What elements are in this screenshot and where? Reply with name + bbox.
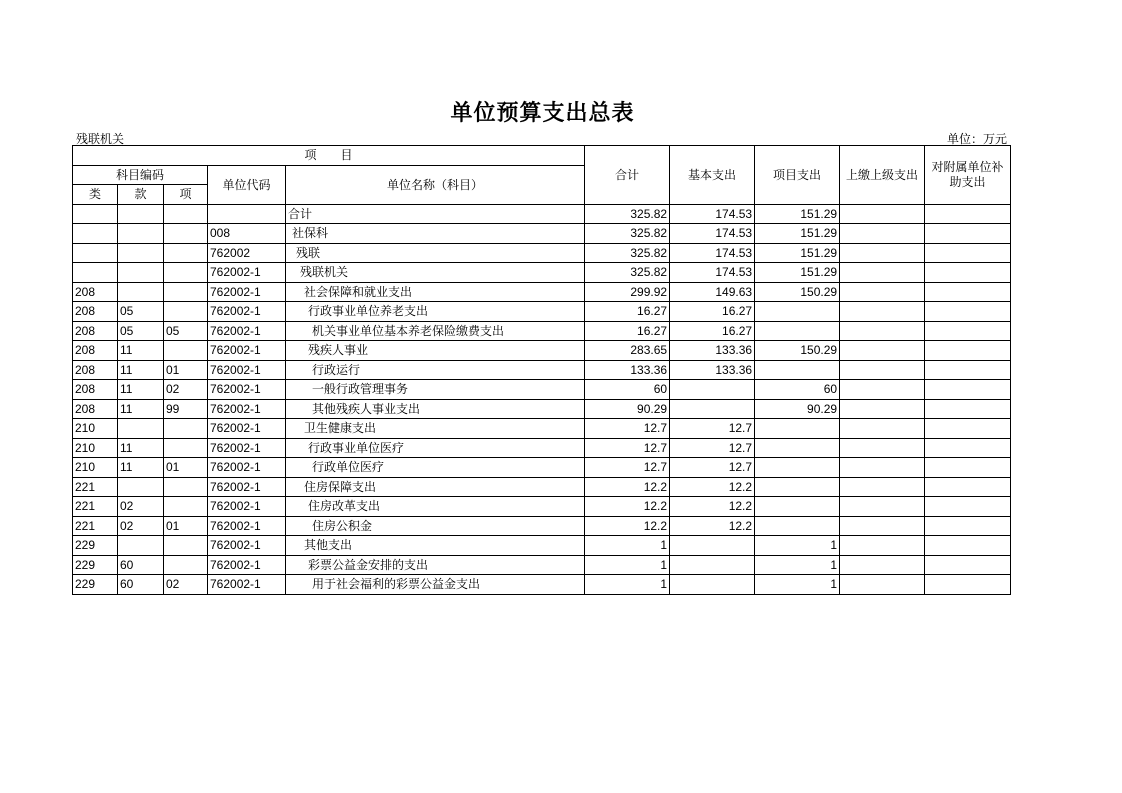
- cell-project: 90.29: [755, 399, 840, 419]
- table-body: [73, 204, 1011, 594]
- cell-basic: [670, 555, 755, 575]
- cell-upper: [840, 302, 925, 322]
- cell-unit-code: 762002-1: [208, 497, 286, 517]
- cell-upper: [840, 204, 925, 224]
- cell-kuan: 02: [118, 516, 164, 536]
- cell-basic: [670, 536, 755, 556]
- table-row: [73, 438, 1011, 458]
- cell-kuan: [118, 536, 164, 556]
- cell-unit-code: 762002-1: [208, 282, 286, 302]
- cell-project: [755, 438, 840, 458]
- cell-unit-name: 合计: [286, 204, 585, 224]
- header-upper: 上缴上级支出: [840, 146, 925, 205]
- table-row: [73, 321, 1011, 341]
- cell-total: 60: [585, 380, 670, 400]
- cell-project: [755, 497, 840, 517]
- cell-lei: 229: [73, 536, 118, 556]
- cell-xiang: 01: [164, 458, 208, 478]
- cell-unit-name: 行政事业单位养老支出: [286, 302, 585, 322]
- cell-project: [755, 321, 840, 341]
- cell-xiang: [164, 555, 208, 575]
- cell-basic: 133.36: [670, 341, 755, 361]
- cell-unit-name: 行政运行: [286, 360, 585, 380]
- table-row: [73, 477, 1011, 497]
- cell-basic: 174.53: [670, 204, 755, 224]
- header-kuan: 款: [118, 185, 164, 205]
- cell-upper: [840, 536, 925, 556]
- header-unit-code: 单位代码: [208, 165, 286, 204]
- cell-unit-name: 行政事业单位医疗: [286, 438, 585, 458]
- cell-basic: 12.7: [670, 458, 755, 478]
- cell-total: 325.82: [585, 204, 670, 224]
- cell-basic: 16.27: [670, 321, 755, 341]
- cell-upper: [840, 243, 925, 263]
- cell-unit-name: 行政单位医疗: [286, 458, 585, 478]
- cell-project: 1: [755, 536, 840, 556]
- cell-unit-name: 一般行政管理事务: [286, 380, 585, 400]
- table-row: [73, 555, 1011, 575]
- cell-kuan: 11: [118, 438, 164, 458]
- cell-unit-code: 762002-1: [208, 419, 286, 439]
- cell-basic: 12.2: [670, 477, 755, 497]
- cell-project: 151.29: [755, 224, 840, 244]
- cell-xiang: [164, 497, 208, 517]
- cell-project: [755, 302, 840, 322]
- cell-upper: [840, 341, 925, 361]
- cell-unit-code: 762002-1: [208, 360, 286, 380]
- cell-subsidy: [925, 321, 1011, 341]
- table-row: [73, 458, 1011, 478]
- table-row: [73, 263, 1011, 283]
- cell-upper: [840, 263, 925, 283]
- header-lei: 类: [73, 185, 118, 205]
- cell-total: 16.27: [585, 321, 670, 341]
- cell-kuan: [118, 263, 164, 283]
- cell-project: 151.29: [755, 263, 840, 283]
- cell-total: 1: [585, 575, 670, 595]
- cell-xiang: 01: [164, 360, 208, 380]
- table-row: [73, 380, 1011, 400]
- cell-basic: [670, 575, 755, 595]
- cell-lei: [73, 243, 118, 263]
- table-row: [73, 224, 1011, 244]
- cell-basic: [670, 399, 755, 419]
- cell-total: 325.82: [585, 263, 670, 283]
- cell-project: [755, 516, 840, 536]
- organization-name: 残联机关: [76, 132, 125, 146]
- cell-project: 151.29: [755, 243, 840, 263]
- cell-total: 12.7: [585, 419, 670, 439]
- cell-unit-code: 762002-1: [208, 302, 286, 322]
- table-row: [73, 575, 1011, 595]
- cell-unit-name: 用于社会福利的彩票公益金支出: [286, 575, 585, 595]
- cell-xiang: 05: [164, 321, 208, 341]
- cell-basic: 174.53: [670, 243, 755, 263]
- cell-basic: 12.7: [670, 419, 755, 439]
- cell-lei: [73, 224, 118, 244]
- cell-project: 1: [755, 555, 840, 575]
- cell-subsidy: [925, 263, 1011, 283]
- cell-unit-name: 机关事业单位基本养老保险缴费支出: [286, 321, 585, 341]
- cell-unit-name: 彩票公益金安排的支出: [286, 555, 585, 575]
- cell-xiang: [164, 204, 208, 224]
- cell-unit-name: 社保科: [286, 224, 585, 244]
- cell-unit-code: 762002-1: [208, 575, 286, 595]
- cell-kuan: 05: [118, 321, 164, 341]
- cell-lei: 208: [73, 282, 118, 302]
- cell-kuan: 11: [118, 458, 164, 478]
- cell-upper: [840, 321, 925, 341]
- cell-unit-name: 住房改革支出: [286, 497, 585, 517]
- cell-unit-code: 762002-1: [208, 399, 286, 419]
- header-project: 项目支出: [755, 146, 840, 205]
- cell-upper: [840, 282, 925, 302]
- cell-xiang: [164, 341, 208, 361]
- table-row: [73, 516, 1011, 536]
- cell-basic: 133.36: [670, 360, 755, 380]
- header-total: 合计: [585, 146, 670, 205]
- cell-upper: [840, 438, 925, 458]
- cell-kuan: [118, 282, 164, 302]
- cell-upper: [840, 224, 925, 244]
- cell-total: 12.7: [585, 438, 670, 458]
- unit-label: 单位：万元: [946, 132, 1007, 146]
- cell-project: 151.29: [755, 204, 840, 224]
- cell-lei: 210: [73, 438, 118, 458]
- cell-kuan: 02: [118, 497, 164, 517]
- cell-upper: [840, 399, 925, 419]
- cell-total: 12.2: [585, 497, 670, 517]
- page-title: 单位预算支出总表: [450, 101, 635, 126]
- cell-subsidy: [925, 204, 1011, 224]
- cell-total: 12.2: [585, 477, 670, 497]
- cell-kuan: 60: [118, 575, 164, 595]
- cell-basic: [670, 380, 755, 400]
- cell-unit-code: 762002-1: [208, 477, 286, 497]
- cell-lei: [73, 204, 118, 224]
- header-subject-code: 科目编码: [73, 165, 208, 185]
- cell-lei: 229: [73, 575, 118, 595]
- table-row: [73, 282, 1011, 302]
- table-row: [73, 243, 1011, 263]
- cell-lei: 221: [73, 477, 118, 497]
- cell-upper: [840, 380, 925, 400]
- cell-xiang: [164, 438, 208, 458]
- cell-subsidy: [925, 399, 1011, 419]
- cell-lei: [73, 263, 118, 283]
- cell-upper: [840, 497, 925, 517]
- cell-lei: 208: [73, 341, 118, 361]
- cell-kuan: 05: [118, 302, 164, 322]
- cell-lei: 221: [73, 497, 118, 517]
- cell-total: 133.36: [585, 360, 670, 380]
- cell-subsidy: [925, 282, 1011, 302]
- cell-xiang: [164, 263, 208, 283]
- cell-basic: 174.53: [670, 263, 755, 283]
- cell-project: 60: [755, 380, 840, 400]
- table-row: [73, 360, 1011, 380]
- cell-unit-name: 其他残疾人事业支出: [286, 399, 585, 419]
- cell-subsidy: [925, 224, 1011, 244]
- cell-lei: 208: [73, 321, 118, 341]
- cell-kuan: [118, 224, 164, 244]
- cell-upper: [840, 360, 925, 380]
- header-basic: 基本支出: [670, 146, 755, 205]
- cell-lei: 208: [73, 360, 118, 380]
- cell-subsidy: [925, 243, 1011, 263]
- cell-unit-code: 762002-1: [208, 516, 286, 536]
- cell-unit-code: 762002-1: [208, 438, 286, 458]
- cell-subsidy: [925, 555, 1011, 575]
- cell-kuan: 11: [118, 360, 164, 380]
- cell-basic: 12.7: [670, 438, 755, 458]
- cell-kuan: [118, 419, 164, 439]
- table-row: [73, 204, 1011, 224]
- cell-total: 1: [585, 555, 670, 575]
- table-row: [73, 399, 1011, 419]
- table-header: [73, 146, 1011, 205]
- cell-project: 1: [755, 575, 840, 595]
- cell-unit-name: 社会保障和就业支出: [286, 282, 585, 302]
- cell-subsidy: [925, 360, 1011, 380]
- cell-total: 299.92: [585, 282, 670, 302]
- cell-unit-code: 762002-1: [208, 263, 286, 283]
- header-item: 项 目: [73, 146, 585, 166]
- cell-unit-name: 残联机关: [286, 263, 585, 283]
- cell-lei: 210: [73, 458, 118, 478]
- cell-subsidy: [925, 341, 1011, 361]
- cell-unit-code: 008: [208, 224, 286, 244]
- cell-subsidy: [925, 380, 1011, 400]
- table-row: [73, 419, 1011, 439]
- cell-xiang: [164, 302, 208, 322]
- cell-xiang: [164, 243, 208, 263]
- cell-lei: 229: [73, 555, 118, 575]
- cell-upper: [840, 458, 925, 478]
- header-unit-name: 单位名称（科目）: [286, 165, 585, 204]
- cell-unit-code: [208, 204, 286, 224]
- cell-subsidy: [925, 302, 1011, 322]
- cell-subsidy: [925, 477, 1011, 497]
- cell-subsidy: [925, 497, 1011, 517]
- cell-lei: 221: [73, 516, 118, 536]
- cell-upper: [840, 575, 925, 595]
- cell-lei: 208: [73, 302, 118, 322]
- cell-unit-name: 残疾人事业: [286, 341, 585, 361]
- header-xiang: 项: [164, 185, 208, 205]
- cell-kuan: [118, 477, 164, 497]
- cell-kuan: [118, 204, 164, 224]
- cell-xiang: [164, 536, 208, 556]
- cell-upper: [840, 419, 925, 439]
- cell-unit-name: 其他支出: [286, 536, 585, 556]
- cell-upper: [840, 555, 925, 575]
- cell-project: 150.29: [755, 282, 840, 302]
- budget-expenditure-table: [72, 145, 1011, 595]
- cell-upper: [840, 516, 925, 536]
- cell-total: 1: [585, 536, 670, 556]
- cell-subsidy: [925, 516, 1011, 536]
- cell-xiang: [164, 282, 208, 302]
- cell-xiang: [164, 224, 208, 244]
- cell-total: 12.7: [585, 458, 670, 478]
- cell-subsidy: [925, 575, 1011, 595]
- cell-unit-code: 762002-1: [208, 380, 286, 400]
- table-row: [73, 302, 1011, 322]
- cell-basic: 149.63: [670, 282, 755, 302]
- cell-lei: 210: [73, 419, 118, 439]
- cell-xiang: 02: [164, 380, 208, 400]
- cell-total: 90.29: [585, 399, 670, 419]
- cell-basic: 12.2: [670, 516, 755, 536]
- table-row: [73, 536, 1011, 556]
- cell-unit-code: 762002-1: [208, 341, 286, 361]
- table-row: [73, 341, 1011, 361]
- cell-subsidy: [925, 536, 1011, 556]
- cell-unit-code: 762002: [208, 243, 286, 263]
- cell-project: 150.29: [755, 341, 840, 361]
- cell-subsidy: [925, 458, 1011, 478]
- cell-xiang: [164, 419, 208, 439]
- cell-kuan: [118, 243, 164, 263]
- cell-project: [755, 360, 840, 380]
- table-row: [73, 497, 1011, 517]
- cell-unit-code: 762002-1: [208, 555, 286, 575]
- header-subsidy: 对附属单位补助支出: [925, 146, 1011, 205]
- cell-unit-name: 住房保障支出: [286, 477, 585, 497]
- cell-upper: [840, 477, 925, 497]
- cell-xiang: 99: [164, 399, 208, 419]
- cell-subsidy: [925, 438, 1011, 458]
- cell-project: [755, 419, 840, 439]
- cell-unit-code: 762002-1: [208, 321, 286, 341]
- cell-unit-name: 残联: [286, 243, 585, 263]
- cell-kuan: 11: [118, 380, 164, 400]
- cell-lei: 208: [73, 380, 118, 400]
- cell-unit-code: 762002-1: [208, 536, 286, 556]
- cell-basic: 174.53: [670, 224, 755, 244]
- cell-total: 325.82: [585, 224, 670, 244]
- cell-unit-name: 住房公积金: [286, 516, 585, 536]
- cell-subsidy: [925, 419, 1011, 439]
- cell-total: 325.82: [585, 243, 670, 263]
- cell-unit-code: 762002-1: [208, 458, 286, 478]
- cell-basic: 12.2: [670, 497, 755, 517]
- cell-kuan: 60: [118, 555, 164, 575]
- cell-project: [755, 477, 840, 497]
- cell-basic: 16.27: [670, 302, 755, 322]
- cell-project: [755, 458, 840, 478]
- cell-lei: 208: [73, 399, 118, 419]
- cell-total: 16.27: [585, 302, 670, 322]
- cell-unit-name: 卫生健康支出: [286, 419, 585, 439]
- cell-xiang: 02: [164, 575, 208, 595]
- cell-total: 12.2: [585, 516, 670, 536]
- cell-xiang: [164, 477, 208, 497]
- cell-kuan: 11: [118, 399, 164, 419]
- cell-total: 283.65: [585, 341, 670, 361]
- cell-kuan: 11: [118, 341, 164, 361]
- cell-xiang: 01: [164, 516, 208, 536]
